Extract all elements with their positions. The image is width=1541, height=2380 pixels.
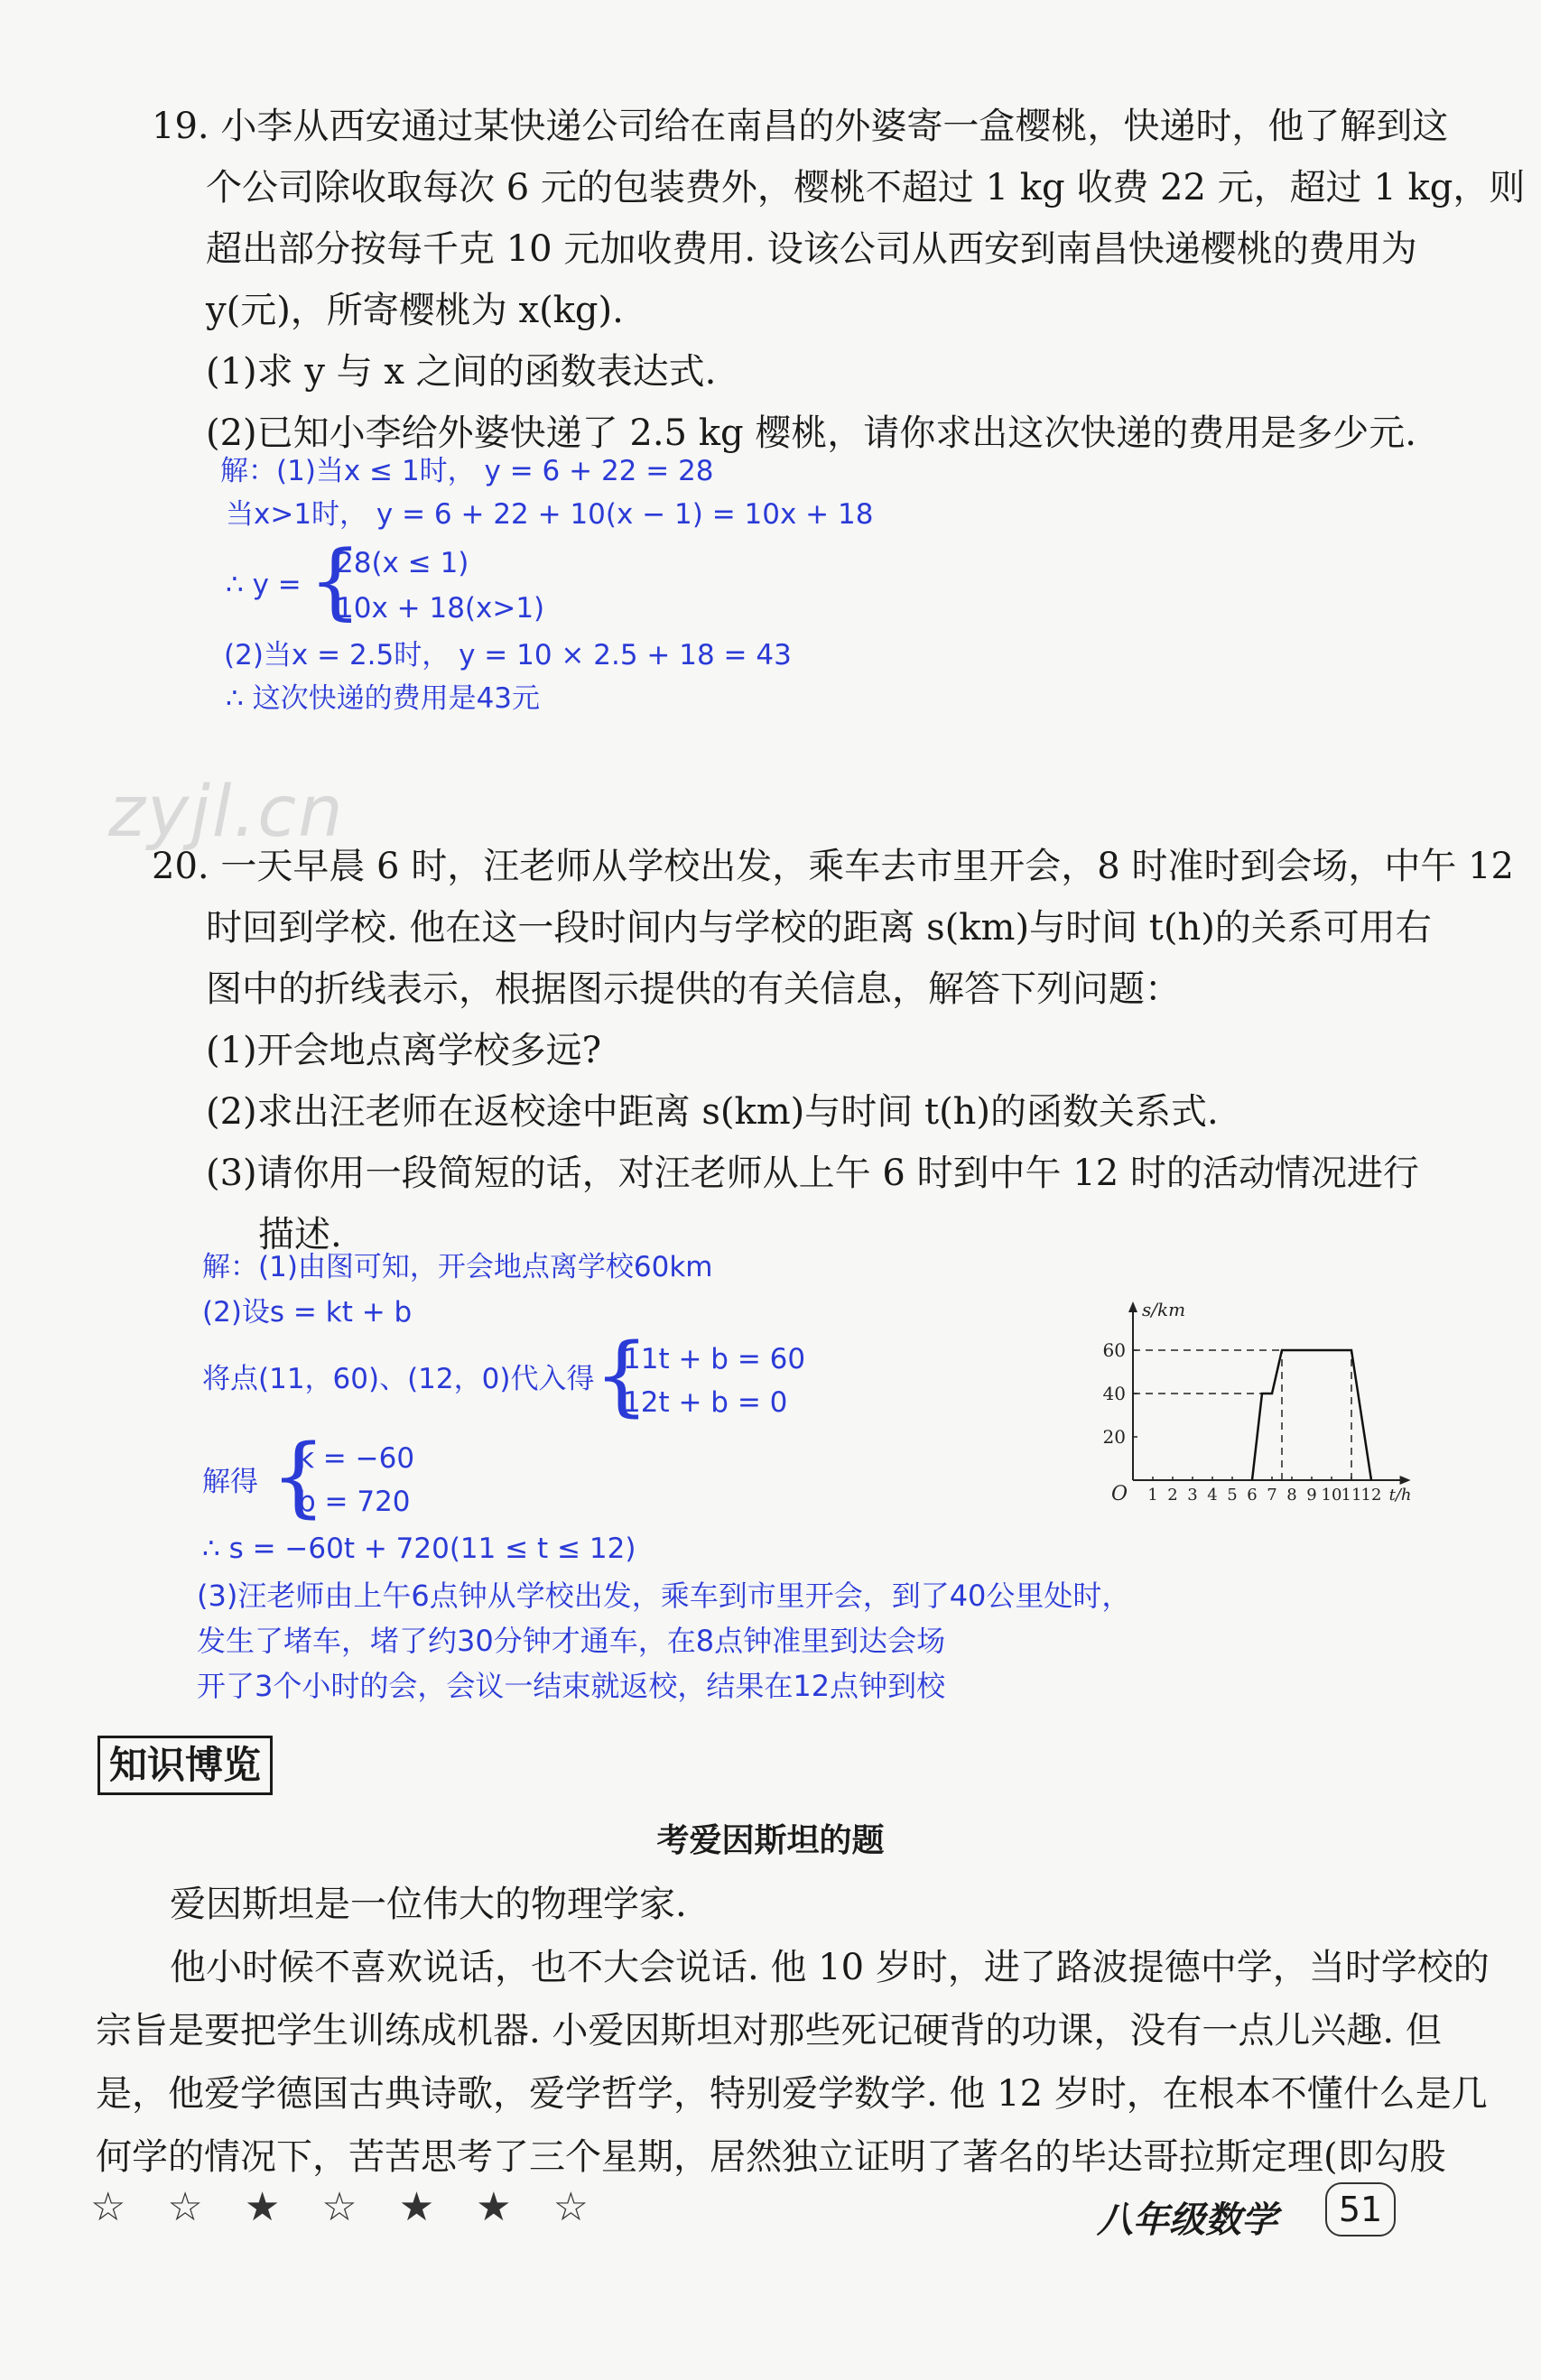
x-tick-label: 7 [1267,1486,1277,1505]
knowledge-box-title: 知识博览 [97,1736,273,1795]
y-axis-arrow-icon [1128,1301,1137,1312]
q20-answer-line-7: 发生了堵车，堵了约30分钟才通车，在8点钟准里到达会场 [197,1624,946,1658]
x-tick-label: 10 [1321,1486,1342,1505]
q20-line-1: 20. 一天早晨 6 时，汪老师从学校出发，乘车去市里开会，8 时准时到会场，中午 12 [152,846,1514,887]
q20-answer-line-1: 解：(1)由图可知，开会地点离学校60km [202,1251,713,1283]
y-tick-label: 60 [1102,1339,1126,1361]
q20-system-2a: k = −60 [298,1442,415,1475]
q20-line-2: 时回到学校. 他在这一段时间内与学校的距离 s(km)与时间 t(h)的关系可用右 [206,907,1432,949]
knowledge-title: 考爱因斯坦的题 [656,1822,885,1859]
q20-system-1b: 12t + b = 0 [623,1386,788,1419]
q20-answer-line-5: ∴ s = −60t + 720(11 ≤ t ≤ 12) [202,1533,636,1565]
q20-line-4: (1)开会地点离学校多远? [206,1030,602,1071]
q20-brace-1: { [594,1325,650,1426]
q19-answer-case-1: 28(x ≤ 1) [336,547,469,579]
x-tick-label: 11 [1341,1486,1362,1505]
distance-time-chart [1097,1264,1431,1516]
grade-label: 八年级数学 [1097,2199,1277,2241]
q20-line-7: 描述. [258,1214,342,1255]
x-tick-label: 5 [1227,1486,1238,1505]
q19-answer-line-5: (2)当x = 2.5时， y = 10 × 2.5 + 18 = 43 [224,639,792,671]
q19-line-3: 超出部分按每千克 10 元加收费用. 设该公司从西安到南昌快递樱桃的费用为 [206,228,1417,270]
x-tick-label: 9 [1306,1486,1317,1505]
q19-brace: { [309,532,362,629]
x-tick-label: 3 [1187,1486,1198,1505]
q19-answer-line-1: 解：(1)当x ≤ 1时， y = 6 + 22 = 28 [220,455,714,487]
q19-answer-line-6: ∴ 这次快递的费用是43元 [226,682,541,715]
q20-answer-line-6: (3)汪老师由上午6点钟从学校出发，乘车到市里开会，到了40公里处时， [197,1579,1131,1613]
y-tick-label: 40 [1102,1383,1126,1404]
q20-answer-line-4: 解得 [202,1466,258,1498]
knowledge-line-3: 宗旨是要把学生训练成机器. 小爱因斯坦对那些死记硬背的功课，没有一点儿兴趣. 但 [96,2010,1442,2051]
origin-label: O [1111,1483,1128,1505]
x-tick-label: 1 [1147,1486,1158,1505]
q20-answer-line-2: (2)设s = kt + b [202,1296,413,1329]
q20-line-5: (2)求出汪老师在返校途中距离 s(km)与时间 t(h)的函数关系式. [206,1091,1219,1133]
q20-system-1a: 11t + b = 60 [623,1343,806,1375]
decorative-stars-icon: ☆ ☆ ★ ☆ ★ ★ ☆ [90,2184,604,2230]
q19-line-4: y(元)，所寄樱桃为 x(kg). [206,290,624,331]
q20-line-6: (3)请你用一段简短的话，对汪老师从上午 6 时到中午 12 时的活动情况进行 [206,1153,1419,1194]
q19-answer-case-2: 10x + 18(x>1) [336,592,545,625]
q20-line-3: 图中的折线表示，根据图示提供的有关信息，解答下列问题： [206,968,1181,1010]
knowledge-line-4: 是，他爱学德国古典诗歌，爱学哲学，特别爱学数学. 他 12 岁时，在根本不懂什么是几 [96,2073,1488,2115]
q19-answer-therefore: ∴ y = [226,569,302,601]
q19-line-2: 个公司除收取每次 6 元的包装费外，樱桃不超过 1 kg 收费 22 元，超过 1 kg，则 [206,167,1526,208]
knowledge-line-5: 何学的情况下，苦苦思考了三个星期，居然独立证明了著名的毕达哥拉斯定理(即勾股 [96,2136,1446,2178]
q19-line-1: 19. 小李从西安通过某快递公司给在南昌的外婆寄一盒樱桃，快递时，他了解到这 [152,106,1449,147]
q20-answer-line-3: 将点(11，60)、(12，0)代入得 [202,1363,595,1395]
x-tick-label: 4 [1207,1486,1218,1505]
q19-line-6: (2)已知小李给外婆快递了 2.5 kg 樱桃，请你求出这次快递的费用是多少元. [206,412,1416,454]
x-axis-arrow-icon [1400,1476,1411,1485]
x-tick-label: 8 [1286,1486,1297,1505]
x-axis-label: t/h [1388,1486,1412,1505]
page-number: 51 [1325,2182,1396,2236]
q19-line-5: (1)求 y 与 x 之间的函数表达式. [206,351,717,393]
knowledge-line-1: 爱因斯坦是一位伟大的物理学家. [170,1884,687,1925]
x-tick-label: 2 [1167,1486,1178,1505]
q20-system-2b: b = 720 [298,1486,411,1518]
y-tick-label: 20 [1102,1426,1126,1448]
watermark: zyjl.cn [108,772,345,853]
distance-series-line [1252,1350,1371,1480]
y-axis-label: s/km [1142,1299,1186,1320]
q20-answer-line-8: 开了3个小时的会，会议一结束就返校，结果在12点钟到校 [197,1669,946,1703]
x-tick-label: 12 [1360,1486,1382,1505]
knowledge-line-2: 他小时候不喜欢说话，也不大会说话. 他 10 岁时，进了路波提德中学，当时学校的 [170,1947,1490,1988]
q19-answer-line-2: 当x>1时， y = 6 + 22 + 10(x − 1) = 10x + 18 [226,498,874,531]
x-tick-label: 6 [1247,1486,1258,1505]
q20-brace-2: { [271,1426,327,1527]
